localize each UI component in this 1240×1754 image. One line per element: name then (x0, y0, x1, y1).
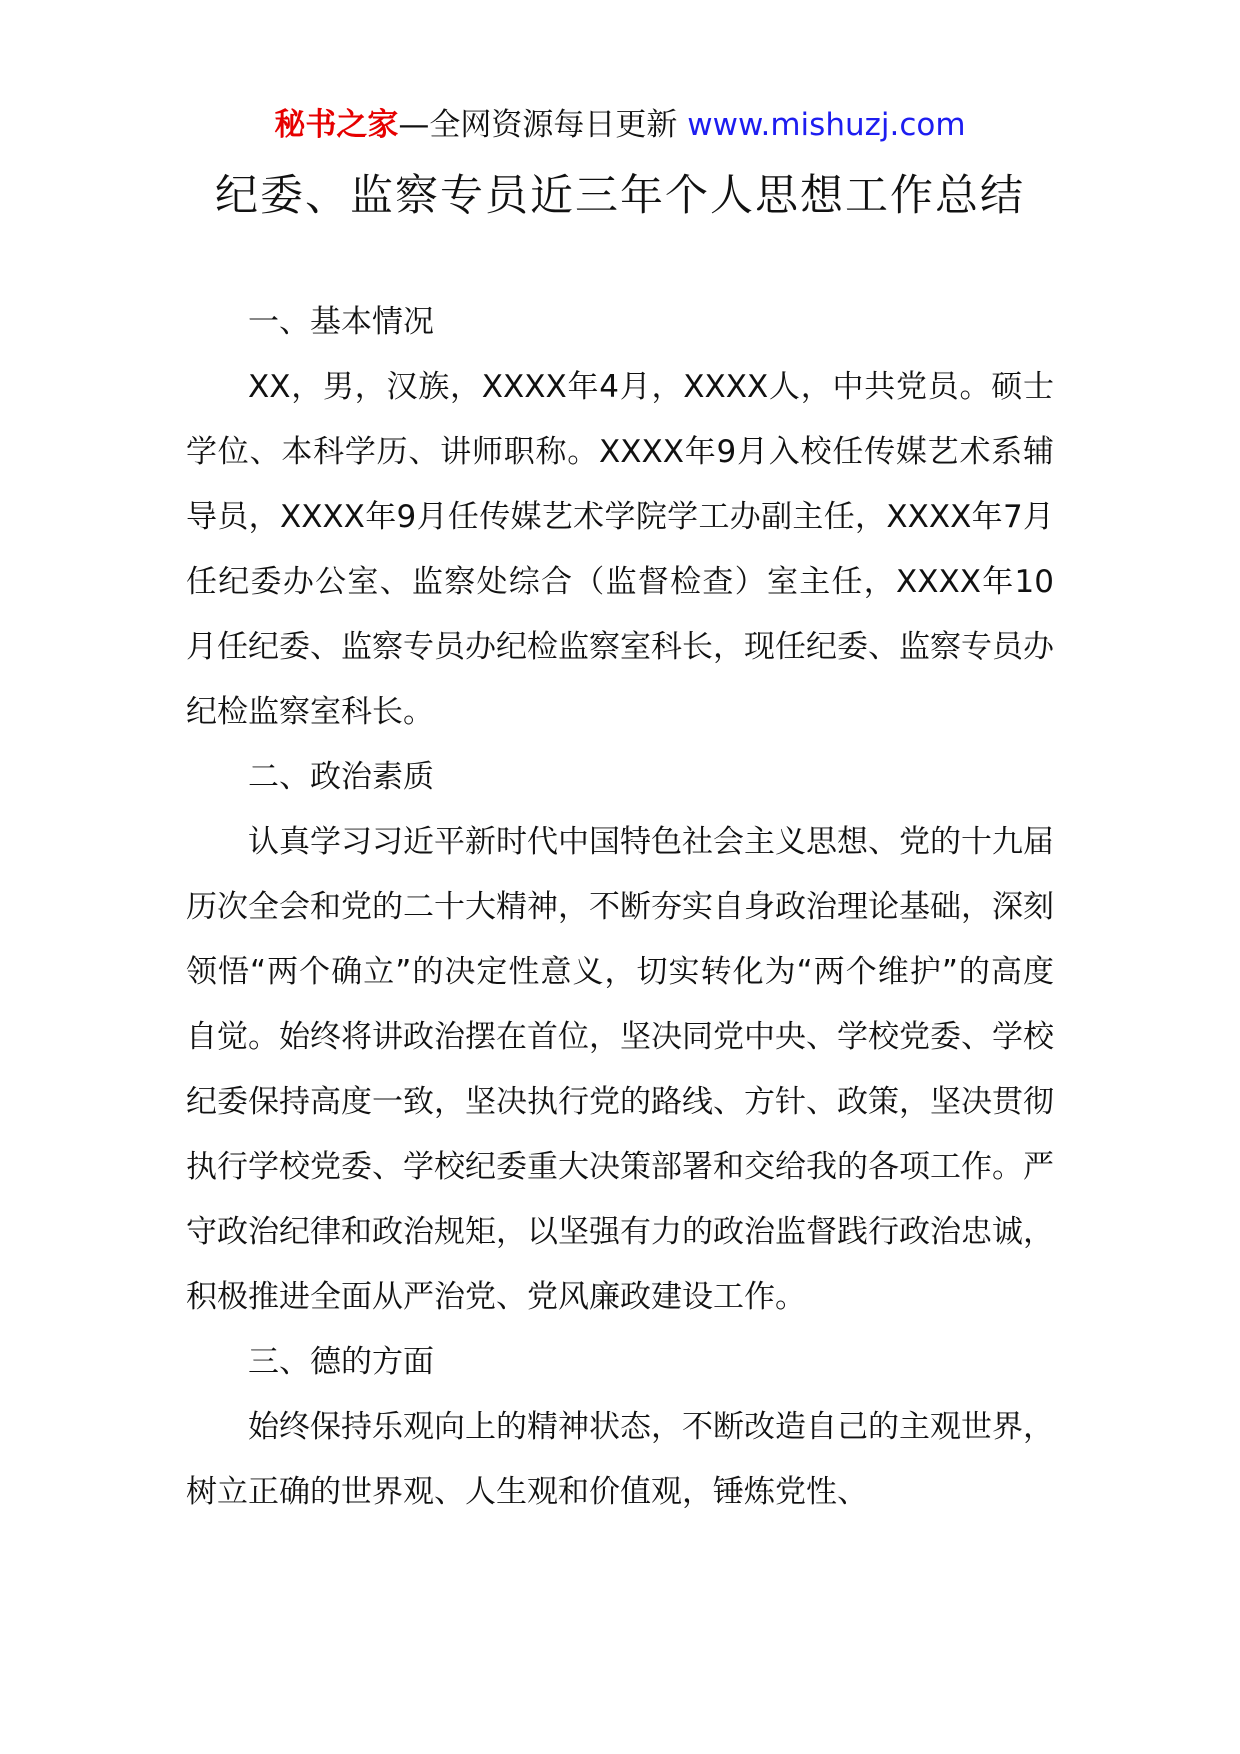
section-heading-morality: 三、德的方面 (248, 1344, 434, 1380)
section-body-morality: 始终保持乐观向上的精神状态，不断改造自己的主观世界，树立正确的世界观、人生观和价值观，锤炼党性、 (186, 1409, 1054, 1510)
section-body-basic-info: XX，男，汉族，XXXX年4月，XXXX人，中共党员。硕士学位、本科学历、讲师职称。XXXX年9月入校任传媒艺术系辅导员，XXXX年9月任传媒艺术学院学工办副主任，XXXX年7月任纪委办公室、监察处综合（监督检查）室主任，XXXX年10月任纪委、监察专员办纪检监察室科长，现任纪委、监察专员办纪检监察室科长。 (186, 369, 1054, 730)
site-url-link[interactable]: www.mishuzj.com (687, 107, 966, 143)
section-body-political-quality: 认真学习习近平新时代中国特色社会主义思想、党的十九届历次全会和党的二十大精神，不断夯实自身政治理论基础，深刻领悟“两个确立”的决定性意义，切实转化为“两个维护”的高度自觉。始终将讲政治摆在首位，坚决同党中央、学校党委、学校纪委保持高度一致，坚决执行党的路线、方针、政策，坚决贯彻执行学校党委、学校纪委重大决策部署和交给我的各项工作。严守政治纪律和政治规矩，以坚强有力的政治监督践行政治忠诚，积极推进全面从严治党、党风廉政建设工作。 (186, 824, 1054, 1315)
document-title: 纪委、监察专员近三年个人思想工作总结 (215, 171, 1025, 221)
brand-name: 秘书之家 (274, 107, 399, 143)
header-slogan: —全网资源每日更新 (398, 107, 688, 143)
document-body (186, 290, 1054, 1525)
section-heading-basic-info: 一、基本情况 (248, 304, 434, 340)
site-header (0, 103, 1240, 147)
section-heading-political-quality: 二、政治素质 (248, 759, 434, 795)
